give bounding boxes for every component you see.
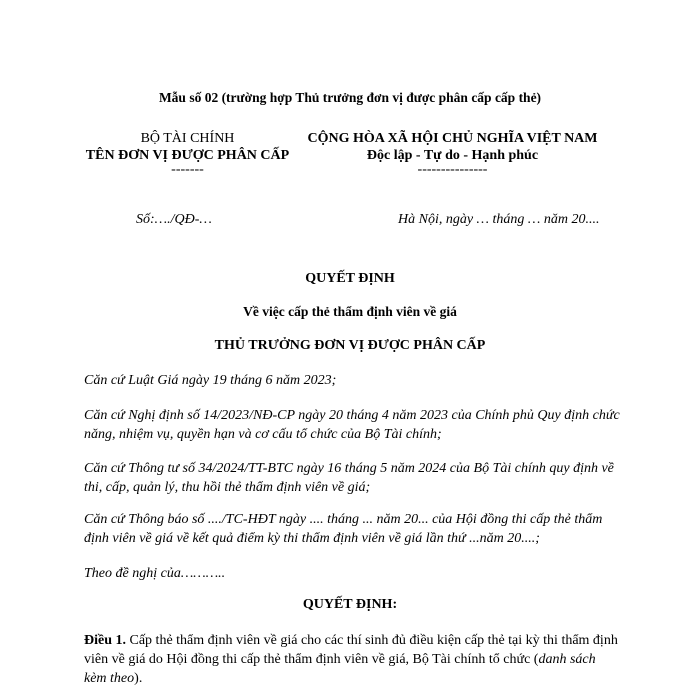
article-1-end: ).: [134, 671, 143, 686]
article-1-text: Cấp thẻ thẩm định viên về giá cho các thí sinh đủ điều kiện cấp thẻ tại kỳ thi thẩm định viên về giá do Hội đồng thi cấp thẻ thẩm định viên về giá, Bộ Tài chính tổ chức (: [84, 633, 618, 667]
article-1-note: danh sách kèm theo: [84, 652, 596, 686]
left-divider: -------: [171, 162, 204, 177]
unit-name: TÊN ĐƠN VỊ ĐƯỢC PHÂN CẤP: [85, 148, 290, 163]
preamble-decree: Căn cứ Nghị định số 14/2023/NĐ-CP ngày 20 tháng 4 năm 2023 của Chính phủ Quy định chức năng, nhiệm vụ, quyền hạn và cơ cấu tổ chức của Bộ Tài chính;: [84, 408, 620, 442]
article-1: [84, 631, 619, 688]
decides-heading: QUYẾT ĐỊNH:: [302, 597, 398, 612]
national-motto: Độc lập - Tự do - Hạnh phúc: [366, 148, 539, 163]
article-1-label: Điều 1.: [84, 633, 126, 648]
decision-title: QUYẾT ĐỊNH: [305, 271, 395, 286]
ministry-name: BỘ TÀI CHÍNH: [140, 131, 235, 146]
right-divider: ---------------: [417, 162, 488, 177]
preamble-law-on-prices: Căn cứ Luật Giá ngày 19 tháng 6 năm 2023;: [84, 373, 337, 388]
preamble-notice: Căn cứ Thông báo số ..../TC-HĐT ngày .... tháng ... năm 20... của Hội đồng thi cấp thẻ thẩm định viên về giá về kết quả điểm kỳ thi thẩm định viên về giá lần thứ ...năm 20....;: [84, 512, 603, 546]
form-title: Mẫu số 02 (trường hợp Thủ trưởng đơn vị được phân cấp cấp thẻ): [158, 90, 542, 105]
preamble-proposal: Theo đề nghị của………..: [84, 566, 226, 581]
issuing-authority-block: [80, 130, 295, 176]
place-and-date: Hà Nội, ngày … tháng … năm 20....: [398, 212, 600, 227]
nation-name: CỘNG HÒA XÃ HỘI CHỦ NGHĨA VIỆT NAM: [307, 131, 598, 146]
decision-subject: Về việc cấp thẻ thẩm định viên về giá: [243, 304, 457, 319]
national-header-block: [280, 130, 625, 176]
signing-authority-title: THỦ TRƯỞNG ĐƠN VỊ ĐƯỢC PHÂN CẤP: [214, 338, 486, 353]
document-number: Số:…./QĐ-…: [136, 212, 212, 227]
preamble-circular: Căn cứ Thông tư số 34/2024/TT-BTC ngày 16 tháng 5 năm 2024 của Bộ Tài chính quy định về thi, cấp, quản lý, thu hồi thẻ thẩm định viên về giá;: [84, 461, 614, 495]
